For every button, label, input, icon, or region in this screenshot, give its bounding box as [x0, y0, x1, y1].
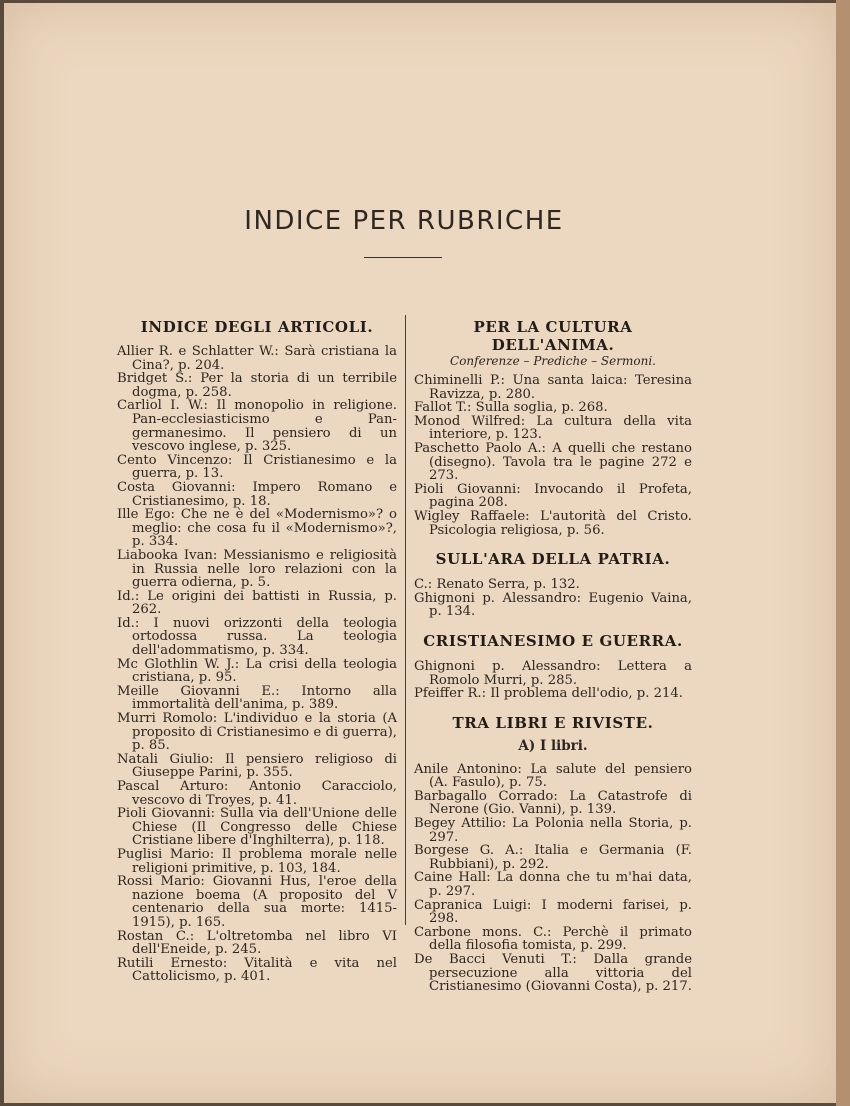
articles-heading: INDICE DEGLI ARTICOLI.	[140, 318, 374, 336]
articles-list	[117, 345, 397, 984]
section-subheading: A) I libri.	[518, 737, 588, 754]
index-entry: Id.: Le origini dei battisti in Russia, p. 262.	[117, 588, 397, 618]
index-entry: Monod Wilfred: La cultura della vita interiore, p. 123.	[414, 413, 692, 443]
index-entry: Fallot T.: Sulla soglia, p. 268.	[414, 400, 608, 416]
index-entry: De Bacci Venuti T.: Dalla grande persecuzione alla vittoria del Cristianesimo (Giovanni Costa), p. 217.	[414, 952, 692, 995]
index-entry: Begey Attilio: La Polonia nella Storia, p. 297.	[414, 816, 692, 845]
index-entry: Cento Vincenzo: Il Cristianesimo e la guerra, p. 13.	[117, 452, 397, 482]
section-guerra	[414, 632, 692, 701]
index-entry: Carbone mons. C.: Perchè il primato della filosofia tomista, p. 299.	[414, 924, 692, 954]
index-entry: Ghignoni p. Alessandro: Lettera a Romolo Murri, p. 285.	[414, 658, 692, 688]
index-entry: Pfeiffer R.: Il problema dell'odio, p. 214.	[414, 686, 683, 702]
title-rule	[364, 257, 442, 258]
index-entry: Allier R. e Schlatter W.: Sarà cristiana la Cina?, p. 204.	[117, 344, 397, 373]
index-entry: Ghignoni p. Alessandro: Eugenio Vaina, p. 134.	[414, 590, 692, 620]
index-entry: Pioli Giovanni: Invocando il Profeta, pagina 208.	[414, 481, 692, 511]
index-entry: Rossi Mario: Giovanni Hus, l'eroe della nazione boema (A proposito del V centenario della sua morte: 1415-1915), p. 165.	[117, 874, 397, 930]
section-heading: PER LA CULTURA DELL'ANIMA.	[473, 318, 633, 354]
sections-column	[414, 318, 692, 994]
index-entry: Barbagallo Corrado: La Catastrofe di Nerone (Gio. Vanni), p. 139.	[414, 788, 692, 818]
index-entry: Liabooka Ivan: Messianismo e religiosità in Russia nelle loro relazioni con la guerra odierna, p. 5.	[117, 547, 397, 591]
section-entries	[414, 374, 692, 537]
page-title: INDICE PER RUBRICHE	[244, 206, 564, 236]
index-entry: Carliol I. W.: Il monopolio in religione. Pan-ecclesiasticismo e Pan-germanesimo. Il pensiero di un vescovo inglese, p. 325.	[117, 398, 397, 455]
section-entries	[414, 763, 692, 994]
page-edge	[836, 0, 850, 1106]
index-entry: C.: Renato Serra, p. 132.	[414, 577, 580, 593]
section-heading: TRA LIBRI E RIVISTE.	[452, 713, 654, 732]
section-heading: CRISTIANESIMO E GUERRA.	[423, 631, 683, 650]
section-entries	[414, 578, 692, 619]
section-libri	[414, 714, 692, 994]
index-entry: Ille Ego: Che ne è del «Modernismo»? o meglio: che cosa fu il «Modernismo»?, p. 334.	[117, 507, 397, 550]
column-divider	[405, 315, 406, 925]
index-entry: Bridget S.: Per la storia di un terribile dogma, p. 258.	[117, 371, 397, 400]
section-heading: SULL'ARA DELLA PATRIA.	[435, 550, 671, 569]
index-entry: Pioli Giovanni: Sulla via dell'Unione delle Chiese (Il Congresso delle Chiese Cristiane libere d'Inghilterra), p. 118.	[117, 806, 397, 849]
index-entry: Mc Glothlin W. J.: La crisi della teologia cristiana, p. 95.	[117, 656, 397, 686]
index-entry: Anile Antonino: La salute del pensiero (A. Fasulo), p. 75.	[414, 761, 692, 791]
index-entry: Wigley Raffaele: L'autorità del Cristo. Psicologia religiosa, p. 56.	[414, 508, 692, 538]
section-entries	[414, 660, 692, 701]
index-entry: Chiminelli P.: Una santa laica: Teresina Ravizza, p. 280.	[414, 373, 692, 402]
index-entry: Rostan C.: L'oltretomba nel libro VI dell'Eneide, p. 245.	[117, 928, 397, 958]
index-entry: Meille Giovanni E.: Intorno alla immortalità dell'anima, p. 389.	[117, 683, 397, 713]
section-subtitle: Conferenze – Prediche – Sermoni.	[450, 354, 656, 368]
index-entry: Rutili Ernesto: Vitalità e vita nel Cattolicismo, p. 401.	[117, 955, 397, 985]
page	[4, 3, 836, 1103]
index-entry: Natali Giulio: Il pensiero religioso di Giuseppe Parini, p. 355.	[117, 751, 397, 781]
index-entry: Borgese G. A.: Italia e Germania (F. Rubbiani), p. 292.	[414, 843, 692, 872]
articles-column	[117, 318, 397, 984]
section-cultura	[414, 318, 692, 537]
index-entry: Paschetto Paolo A.: A quelli che restano (disegno). Tavola tra le pagine 272 e 273.	[414, 440, 692, 484]
index-entry: Id.: I nuovi orizzonti della teologia ortodossa russa. La teologia dell'adommatismo, p. 334.	[117, 615, 397, 659]
index-entry: Costa Giovanni: Impero Romano e Cristianesimo, p. 18.	[117, 479, 397, 509]
index-entry: Caine Hall: La donna che tu m'hai data, p. 297.	[414, 870, 692, 900]
section-patria	[414, 550, 692, 619]
index-entry: Murri Romolo: L'individuo e la storia (A proposito di Cristianesimo e di guerra), p. 85.	[117, 711, 397, 754]
index-entry: Puglisi Mario: Il problema morale nelle religioni primitive, p. 103, 184.	[117, 846, 397, 876]
index-entry: Capranica Luigi: I moderni farisei, p. 298.	[414, 897, 692, 927]
index-entry: Pascal Arturo: Antonio Caracciolo, vescovo di Troyes, p. 41.	[117, 779, 397, 808]
